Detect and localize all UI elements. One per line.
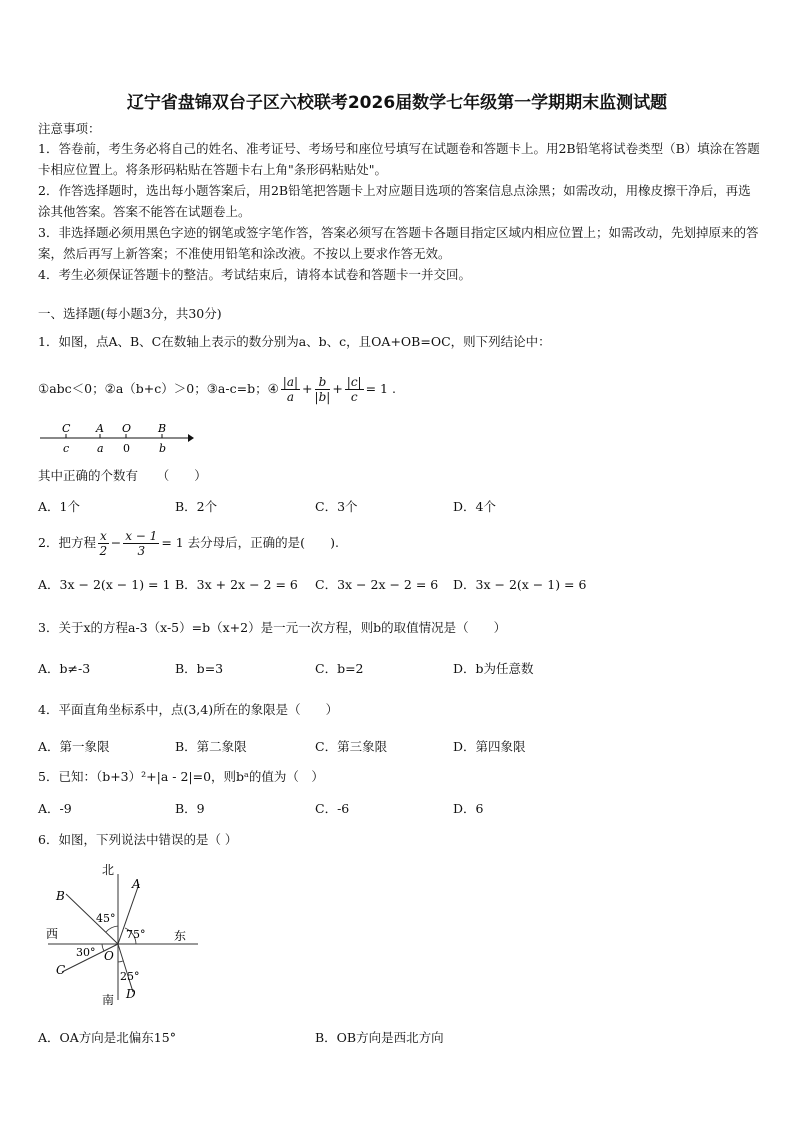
q3-option-b: B．b=3 <box>175 661 224 676</box>
q2-option-d: D．3x − 2(x − 1) = 6 <box>453 577 587 592</box>
q2-suffix: = 1 去分母后，正确的是( ). <box>161 535 339 550</box>
axis-value-a: a <box>97 442 104 455</box>
fig-east: 东 <box>174 929 187 943</box>
q2-stem <box>38 526 339 560</box>
q2-option-b: B．3x + 2x − 2 = 6 <box>175 577 298 592</box>
q4-option-c: C．第三象限 <box>315 739 388 754</box>
fig-angle-25: 25° <box>120 970 140 983</box>
q6-stem: 6．如图，下列说法中错误的是（ ） <box>38 832 238 847</box>
axis-value-zero: 0 <box>123 442 130 455</box>
notice-item-2: 2．作答选择题时，选出每小题答案后，用2B铅笔把答题卡上对应题目选项的答案信息点涂黑；如需改动，用橡皮擦干净后，再选涂其他答案。答案不能答在试题卷上。 <box>38 183 751 219</box>
q1-option-b: B．2个 <box>175 499 218 514</box>
fig-label-C: C <box>56 963 66 977</box>
q5-option-b: B．9 <box>175 801 205 816</box>
q1-c3: ③a-c=b； <box>206 381 268 396</box>
fig-label-B: B <box>56 889 65 903</box>
axis-label-C: C <box>62 422 71 435</box>
q1-c2: ②a（b+c）＞0； <box>104 381 207 396</box>
axis-value-b: b <box>159 442 167 455</box>
fig-label-D: D <box>126 987 136 1001</box>
q4-stem: 4．平面直角坐标系中，点(3,4)所在的象限是（ ） <box>38 702 339 717</box>
q1-frac2: $\frac{b}{|b|}$ <box>314 374 331 404</box>
notice-item-1: 1．答卷前，考生务必将自己的姓名、准考证号、考场号和座位号填写在试题卷和答题卡上。用2B铅笔将试卷类型（B）填涂在答题卡相应位置上。将条形码粘贴在答题卡右上角"条形码粘贴处"。 <box>38 141 760 177</box>
q3-stem: 3．关于x的方程a-3（x-5）=b（x+2）是一元一次方程，则b的取值情况是（ ） <box>38 620 507 635</box>
q1-ask: 其中正确的个数有 （ ） <box>38 468 207 483</box>
q5-stem: 5．已知：（b+3）²+|a - 2|=0，则bᵃ的值为（ ） <box>38 769 324 784</box>
q2-option-a: A．3x − 2(x − 1) = 1 <box>38 577 171 592</box>
q5-option-d: D．6 <box>453 801 484 816</box>
fig-angle-45: 45° <box>96 912 116 925</box>
q1-stem: 1．如图，点A、B、C在数轴上表示的数分别为a、b、c，且OA+OB=OC，则下列结论中： <box>38 334 551 349</box>
fig-angle-30: 30° <box>76 946 96 959</box>
q1-c4-suffix: = 1 . <box>365 381 396 396</box>
q2-prefix: 2．把方程 <box>38 535 96 550</box>
q4-option-b: B．第二象限 <box>175 739 247 754</box>
q1-c1: ①abc＜0； <box>38 381 105 396</box>
axis-value-c: c <box>63 442 70 455</box>
fig-west: 西 <box>46 927 59 941</box>
q3-option-a: A．b≠-3 <box>38 661 91 676</box>
number-line-figure <box>36 420 196 460</box>
q6-option-b: B．OB方向是西北方向 <box>315 1030 444 1045</box>
q1-option-c: C．3个 <box>315 499 358 514</box>
fig-angle-75: 75° <box>126 928 146 941</box>
page-title: 辽宁省盘锦双台子区六校联考2026届数学七年级第一学期期末监测试题 <box>126 93 668 113</box>
axis-label-A: A <box>96 422 104 435</box>
direction-figure <box>40 862 210 1012</box>
q2-minus: − <box>110 535 122 550</box>
axis-label-O: O <box>122 422 132 435</box>
q1-conclusions: ①abc＜0； ②a（b+c）＞0； ③a-c=b； ④ $\frac{|a|}{a}$ + $\frac{b}{|b|}$ + $\frac{|c|}{c}$ = 1 . <box>38 374 396 404</box>
q5-option-a: A．-9 <box>38 801 72 816</box>
axis-label-B: B <box>158 422 167 435</box>
notice-item-3: 3．非选择题必须用黑色字迹的钢笔或签字笔作答，答案必须写在答题卡各题目指定区域内相应位置上；如需改动，先划掉原来的答案，然后再写上新答案；不准使用铅笔和涂改液。不按以上要求作答无效。 <box>38 225 759 261</box>
q2-option-c: C．3x − 2x − 2 = 6 <box>315 577 439 592</box>
notice-item-4: 4．考生必须保证答题卡的整洁。考试结束后，请将本试卷和答题卡一并交回。 <box>38 267 471 282</box>
fig-label-A: A <box>132 877 141 891</box>
q4-option-d: D．第四象限 <box>453 739 526 754</box>
q3-option-d: D．b为任意数 <box>453 661 534 676</box>
q1-c4-prefix: ④ <box>267 381 279 396</box>
q2-frac1: $\frac{x}{2}$ <box>99 528 108 558</box>
q6-option-a: A．OA方向是北偏东15° <box>38 1030 176 1045</box>
notice-heading: 注意事项： <box>38 121 101 136</box>
q1-frac1: $\frac{|a|}{a}$ <box>282 374 299 404</box>
fig-south: 南 <box>102 993 115 1007</box>
q5-option-c: C．-6 <box>315 801 350 816</box>
section-heading: 一、选择题(每小题3分，共30分) <box>38 306 222 321</box>
fig-north: 北 <box>102 863 115 877</box>
q3-option-c: C．b=2 <box>315 661 364 676</box>
q1-option-d: D．4个 <box>453 499 496 514</box>
q1-frac3: $\frac{|c|}{c}$ <box>346 374 362 404</box>
fig-label-O: O <box>104 949 114 963</box>
q2-frac2: $\frac{x - 1}{3}$ <box>125 528 158 558</box>
q1-option-a: A．1个 <box>38 499 80 514</box>
q4-option-a: A．第一象限 <box>38 739 110 754</box>
